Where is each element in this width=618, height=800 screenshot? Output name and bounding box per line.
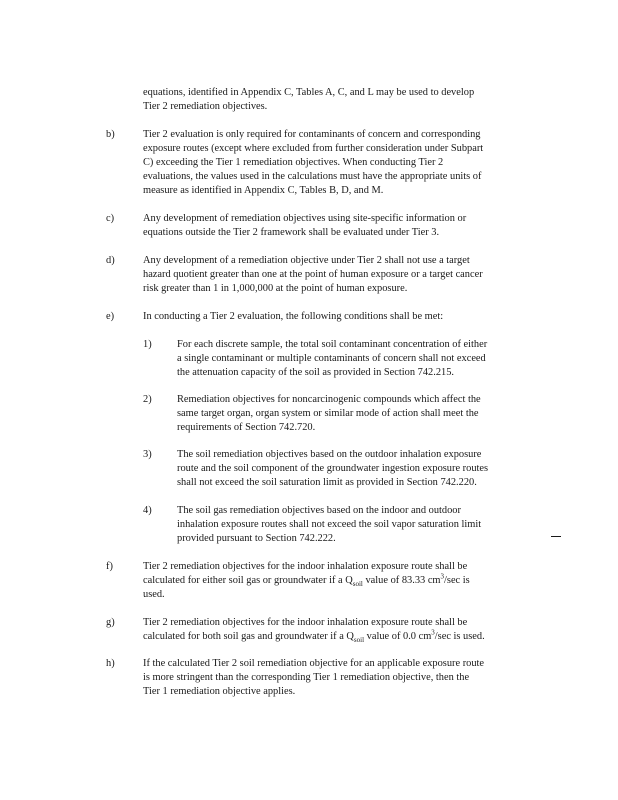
subitem-label: 1): [143, 339, 152, 350]
text-line: Tier 2 evaluation is only required for contaminants of concern and corresponding: [143, 129, 481, 140]
text-line: equations, identified in Appendix C, Tables A, C, and L may be used to develop: [143, 87, 475, 98]
text-line: requirements of Section 742.720.: [177, 422, 316, 433]
text-line: Any development of remediation objectives using site-specific information or: [143, 213, 467, 224]
text-line: a single contaminant or multiple contaminants of concern shall not exceed: [177, 353, 486, 364]
text-line-with-formula: [143, 630, 485, 644]
subscript-soil: soil: [352, 580, 363, 589]
text-line: hazard quotient greater than one at the point of human exposure or a target cancer: [143, 269, 483, 280]
item-label: d): [106, 255, 115, 266]
text-line: risk greater than 1 in 1,000,000 at the point of human exposure.: [143, 283, 408, 294]
text-line: The soil gas remediation objectives based on the indoor and outdoor: [177, 505, 461, 516]
item-label: f): [106, 561, 113, 572]
text-line: Tier 2 remediation objectives for the indoor inhalation exposure route shall be: [143, 617, 468, 628]
item-label: c): [106, 213, 115, 224]
item-label: h): [106, 658, 115, 669]
text-line: In conducting a Tier 2 evaluation, the following conditions shall be met:: [143, 311, 444, 322]
item-label: g): [106, 617, 115, 628]
text-line: inhalation exposure routes shall not exceed the soil vapor saturation limit: [177, 519, 482, 530]
text-line: Tier 1 remediation objective applies.: [143, 686, 296, 697]
superscript-3: 3: [431, 628, 435, 637]
text-line: If the calculated Tier 2 soil remediation objective for an applicable exposure route: [143, 658, 485, 669]
text-line: C) exceeding the Tier 1 remediation objectives. When conducting Tier 2: [143, 157, 444, 168]
text-line: is more stringent than the corresponding Tier 1 remediation objective, then the: [143, 672, 470, 683]
text-line: measure as identified in Appendix C, Tables B, D, and M.: [143, 185, 384, 196]
text-line: exposure routes (except where excluded from further consideration under Subpart: [143, 143, 484, 154]
text-line: The soil remediation objectives based on the outdoor inhalation exposure: [177, 449, 482, 460]
text-line: used.: [143, 589, 165, 600]
text-line: Any development of a remediation objective under Tier 2 shall not use a target: [143, 255, 470, 266]
margin-revision-mark: [551, 536, 561, 537]
text-line: shall not exceed the soil saturation limit as provided in Section 742.220.: [177, 477, 477, 488]
text-line: the attenuation capacity of the soil as provided in Section 742.215.: [177, 367, 455, 378]
formula-text-middle: value of 83.33 cm: [362, 575, 441, 586]
text-line: Tier 2 remediation objectives.: [143, 101, 268, 112]
formula-text-after: /sec is: [444, 575, 470, 586]
item-label: b): [106, 129, 115, 140]
item-label: e): [106, 311, 115, 322]
formula-text-middle: value of 0.0 cm: [364, 631, 432, 642]
subitem-label: 4): [143, 505, 152, 516]
superscript-3: 3: [440, 572, 445, 581]
text-line: evaluations, the values used in the calculations must have the appropriate units of: [143, 171, 482, 182]
text-line: Remediation objectives for noncarcinogenic compounds which affect the: [177, 394, 481, 405]
subitem-label: 3): [143, 449, 152, 460]
subitem-label: 2): [143, 394, 152, 405]
formula-text-before: calculated for both soil gas and groundwater if a Q: [143, 631, 354, 642]
formula-text-after: /sec is used.: [434, 631, 485, 642]
text-line: Tier 2 remediation objectives for the indoor inhalation exposure route shall be: [143, 561, 468, 572]
text-line: route and the soil component of the groundwater ingestion exposure routes: [177, 463, 489, 474]
text-line: equations outside the Tier 2 framework shall be evaluated under Tier 3.: [143, 227, 440, 238]
text-line: same target organ, organ system or similar mode of action shall meet the: [177, 408, 479, 419]
text-line: For each discrete sample, the total soil contaminant concentration of either: [177, 339, 488, 350]
text-line-with-formula: [143, 574, 470, 588]
text-line: provided pursuant to Section 742.222.: [177, 533, 336, 544]
subscript-soil: soil: [353, 636, 365, 645]
formula-text-before: calculated for either soil gas or groundwater if a Q: [143, 575, 353, 586]
